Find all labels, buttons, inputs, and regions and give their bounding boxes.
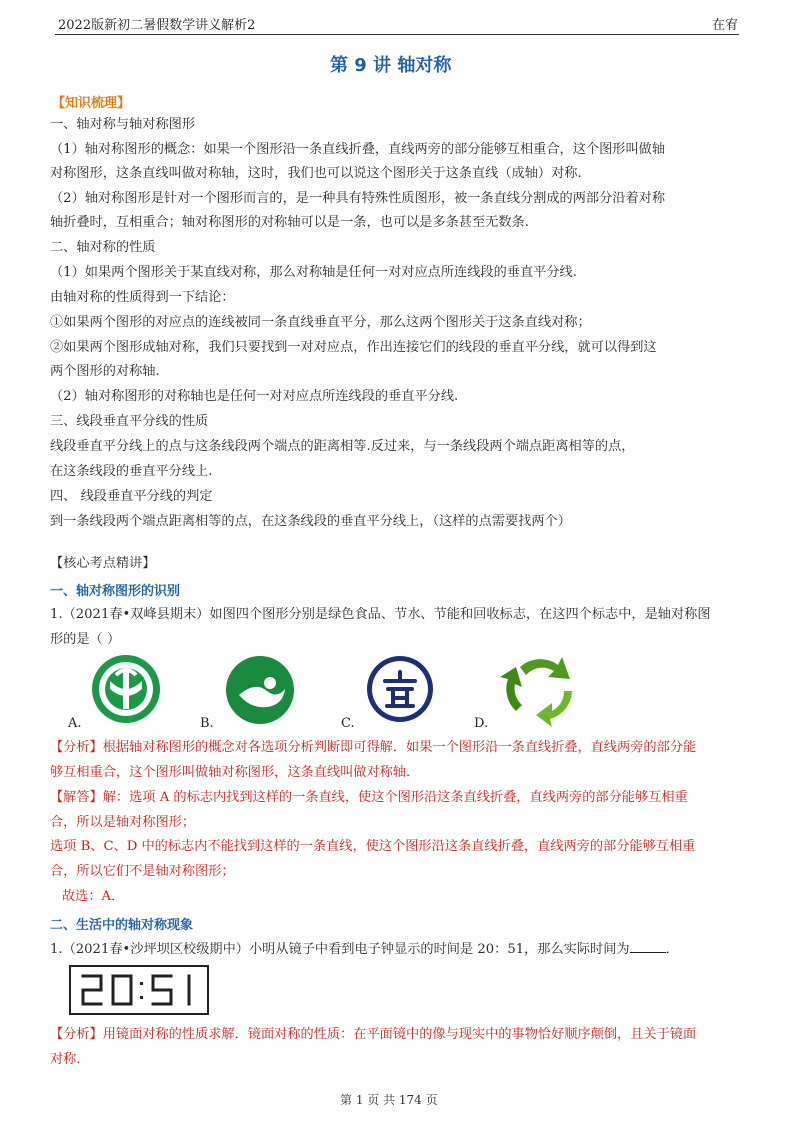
knowledge-line: （1）如果两个图形关于某直线对称，那么对称轴是任何一对对应点所连线段的垂直平分线.: [50, 265, 577, 280]
knowledge-line: ②如果两个图形成轴对称，我们只要找到一对对应点，作出连接它们的线段的垂直平分线，就可以得到这: [50, 340, 657, 355]
knowledge-line: 线段垂直平分线上的点与这条线段两个端点的距离相等.反过来，与一条线段两个端点距离相等的点，: [50, 439, 635, 454]
knowledge-line: （1）轴对称图形的概念：如果一个图形沿一条直线折叠，直线两旁的部分能够互相重合，这个图形叫做轴: [50, 142, 666, 157]
clock-text: 20:51: [71, 967, 74, 968]
analysis2-line1: 【分析】用镜面对称的性质求解．镜面对称的性质：在平面镜中的像与现实中的事物恰好顺序颠倒，且关于镜面: [50, 1027, 697, 1042]
answer1-line4: 合，所以它们不是轴对称图形；: [50, 864, 235, 879]
knowledge-line: （2）轴对称图形是针对一个图形而言的，是一种具有特殊性质图形，被一条直线分割成的两部分沿着对称: [50, 191, 666, 206]
page-footer: 第 1 页 共 174 页: [340, 1093, 438, 1107]
option-d: D.: [474, 716, 489, 731]
recycle-logo: [500, 653, 578, 727]
option-a: A.: [68, 716, 82, 731]
answer1-line1: 【解答】解：选项 A 的标志内找到这样的一条直线，使这个图形沿这条直线折叠，直线两旁的部分能够互相重: [50, 790, 688, 805]
answer1-line5: 故选：A．: [62, 889, 125, 904]
option-c: C.: [341, 716, 355, 731]
question1-line1: 1.（2021春•双峰县期末）如图四个图形分别是绿色食品、节水、节能和回收标志，在这四个标志中，是轴对称图: [50, 607, 711, 622]
question2: [50, 940, 679, 959]
knowledge-line: 轴折叠时，互相重合；轴对称图形的对称轴可以是一条，也可以是多条甚至无数条.: [50, 215, 529, 230]
water-saving-logo: [225, 655, 295, 725]
knowledge-tag: 【知识梳理】: [52, 96, 131, 111]
header-divider: [55, 34, 739, 35]
knowledge-line: 三、线段垂直平分线的性质: [50, 414, 209, 429]
knowledge-line: 由轴对称的性质得到一下结论：: [50, 290, 235, 305]
question2-end: ．: [665, 942, 679, 957]
analysis1-line2: 够互相重合，这个图形叫做轴对称图形，这条直线叫做对称轴．: [50, 765, 420, 780]
knowledge-line: 在这条线段的垂直平分线上.: [50, 464, 213, 479]
header-left: 2022版新初二暑假数学讲义解析2: [58, 18, 256, 33]
answer1-line3: 选项 B、C、D 中的标志内不能找到这样的一条直线，使这个图形沿这条直线折叠，直线两旁的部分能够互相重: [50, 839, 696, 854]
energy-saving-logo: [365, 654, 435, 724]
knowledge-line: 两个图形的对称轴.: [50, 364, 160, 379]
knowledge-line: 对称图形，这条直线叫做对称轴，这时，我们也可以说这个图形关于这条直线（成轴）对称.: [50, 166, 582, 181]
question1-line2: 形的是（ ）: [50, 632, 121, 647]
knowledge-line: ①如果两个图形的对应点的连线被同一条直线垂直平分，那么这两个图形关于这条直线对称；: [50, 315, 591, 330]
analysis2-line2: 对称．: [50, 1052, 90, 1067]
answer-blank: [630, 940, 666, 953]
header-right: 在宥: [712, 18, 739, 33]
knowledge-line: 到一条线段两个端点距离相等的点，在这条线段的垂直平分线上，（这样的点需要找两个）: [50, 514, 571, 529]
knowledge-line: 二、轴对称的性质: [50, 240, 156, 255]
green-food-logo: [90, 653, 162, 725]
digital-clock: [69, 965, 209, 1015]
knowledge-line: 四、 线段垂直平分线的判定: [50, 489, 213, 504]
page-title: 第 9 讲 轴对称: [330, 55, 452, 76]
section1-heading: 一、轴对称图形的识别: [50, 584, 181, 599]
section2-heading: 二、生活中的轴对称现象: [50, 918, 194, 933]
analysis1-line1: 【分析】根据轴对称图形的概念对各选项分析判断即可得解．如果一个图形沿一条直线折叠，直线两旁的部分能: [50, 740, 697, 755]
knowledge-line: 一、轴对称与轴对称图形: [50, 117, 196, 132]
answer1-line2: 合，所以是轴对称图形；: [50, 815, 196, 830]
question2-text: 1.（2021春•沙坪坝区校级期中）小明从镜子中看到电子钟显示的时间是 20：51，那么实际时间为: [50, 942, 630, 957]
option-b: B.: [200, 716, 214, 731]
knowledge-line: （2）轴对称图形的对称轴也是任何一对对应点所连线段的垂直平分线.: [50, 389, 459, 404]
core-tag: 【核心考点精讲】: [50, 556, 156, 571]
